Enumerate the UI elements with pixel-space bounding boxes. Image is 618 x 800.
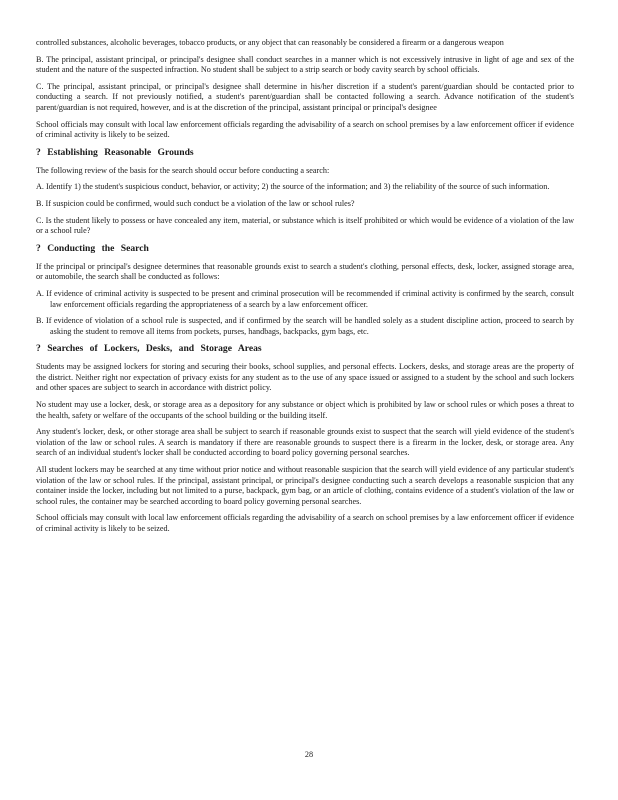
paragraph-prohibited-items: controlled substances, alcoholic beverages, tobacco products, or any object that can reasonably be considered a firearm or a dangerous weapon (36, 38, 504, 47)
heading-conducting-search: ? Conducting the Search (36, 242, 149, 254)
heading-lockers-desks: ? Searches of Lockers, Desks, and Storage Areas (36, 343, 262, 355)
lockers-paragraph-property: Students may be assigned lockers for storing and securing their books, school supplies, and personal effects. Lockers, desks, and storage areas are the property of the district. Neither right nor expectation of privacy exists for any student as to the use of any space issued or assigned to a student by the school and such lockers and other spaces are subject to search in accordance with district policy. (36, 362, 574, 393)
conducting-intro: If the principal or principal's designee determines that reasonable grounds exist to search a student's clothing, personal effects, desk, locker, assigned storage area, or automobile, the search shall be conducted as follows: (36, 261, 574, 282)
establishing-item-b: B. If suspicion could be confirmed, would such conduct be a violation of the law or school rules? (36, 198, 355, 208)
heading-establishing-grounds: ? Establishing Reasonable Grounds (36, 146, 194, 158)
conducting-item-a: A. If evidence of criminal activity is suspected to be present and criminal prosecution will be recommended if criminal activity is confirmed by the search, consult law enforcement officials regarding the appropriateness of a search by a law enforcement officer. (36, 288, 574, 309)
establishing-item-a: A. Identify 1) the student's suspicious conduct, behavior, or activity; 2) the source of the information; and 3) the reliability of the source of such information. (36, 182, 550, 192)
lockers-paragraph-depository: No student may use a locker, desk, or storage area as a depository for any substance or object which is prohibited by law or school rules or which poses a threat to the health, safety or welfare of the occupants of the school building or the building itself. (36, 400, 574, 420)
lockers-paragraph-reasonable-grounds: Any student's locker, desk, or other storage area shall be subject to search if reasonable grounds exist to suspect that the search will yield evidence of the student's violation of the law or school rules. A search is mandatory if there are reasonable grounds to suspect there is a firearm in the locker, desk, or storage area. Any search of an individual student's locker shall be conducted according to board policy governing personal searches. (36, 427, 574, 458)
lockers-paragraph-any-time: All student lockers may be searched at any time without prior notice and without reasonable suspicion that the search will yield evidence of any particular student's violation of the law or school rules. If the principal, assistant principal, or principal's designee conducting such a search develops a reasonable suspicion that any container inside the locker, including but not limited to a purse, backpack, gym bag, or an article of clothing, contains evidence of a student's violation of the law or school rules, the container may be searched according to board policy governing personal searches. (36, 465, 574, 506)
paragraph-law-enforcement: School officials may consult with local law enforcement officials regarding the advisability of a search on school premises by a law enforcement officer if evidence of criminal activity is likely to be seized. (36, 119, 574, 140)
establishing-item-c: C. Is the student likely to possess or have concealed any item, material, or substance which is itself prohibited or which would be evidence of a violation of the law or a school rule? (36, 215, 574, 236)
conducting-item-b: B. If evidence of violation of a school rule is suspected, and if confirmed by the search will be handled solely as a student discipline action, proceed to search by asking the student to remove all items from pockets, purses, handbags, backpacks, gym bags, etc. (36, 316, 574, 336)
paragraph-search-manner: B. The principal, assistant principal, or principal's designee shall conduct searches in a manner which is not excessively intrusive in light of age and sex of the student and the nature of the suspected infraction. No student shall be subject to a strip search or body cavity search by school officials. (36, 54, 574, 75)
paragraph-parent-contact: C. The principal, assistant principal, or principal's designee shall determine in his/her discretion if a student's parent/guardian should be contacted prior to conducting a search. If not previously notified, a student's parent/guardian shall be contacted following a search. Advance notification of the student's parent/guardian is not required, however, and is at the discretion of the principal, assistant principal or principal's designee (36, 81, 574, 112)
page-number: 28 (304, 750, 314, 759)
lockers-paragraph-law-enforcement: School officials may consult with local law enforcement officials regarding the advisability of a search on school premises by a law enforcement officer if evidence of criminal activity is likely to be seized. (36, 513, 574, 533)
establishing-intro: The following review of the basis for the search should occur before conducting a search: (36, 165, 330, 175)
